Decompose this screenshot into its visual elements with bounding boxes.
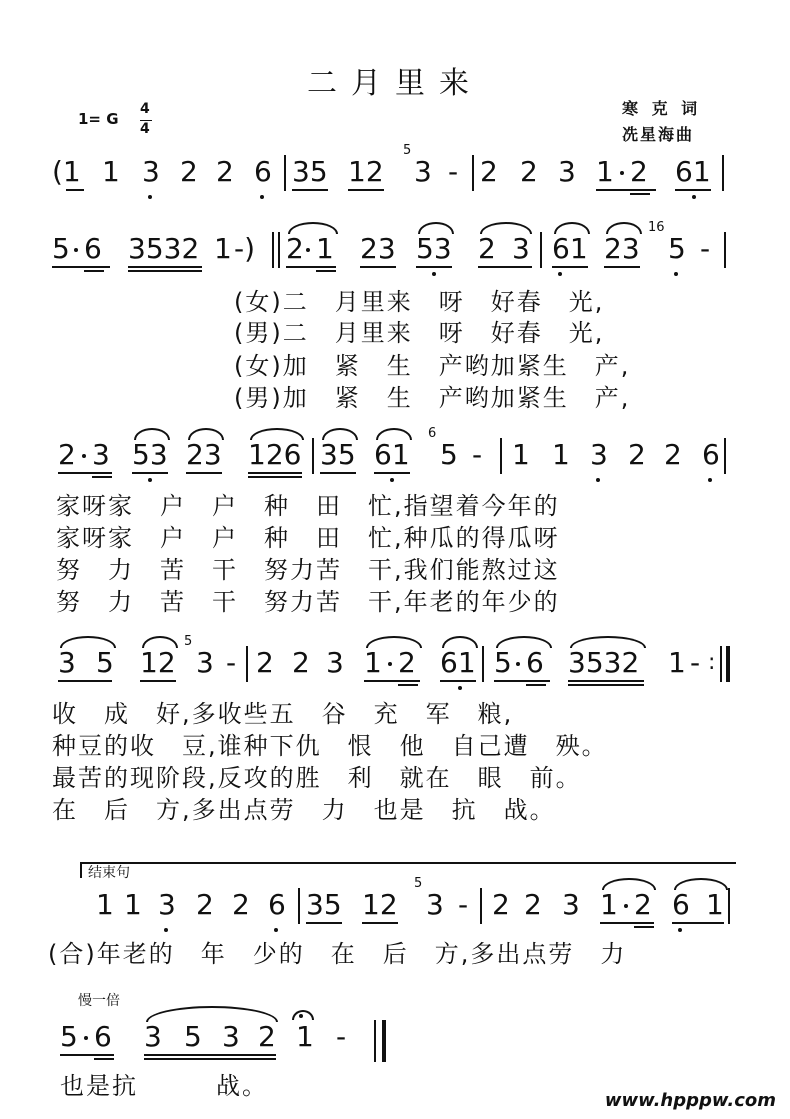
notation-line-5: 1 1 3 2 2 6 35 12 5 3 - 2 2 3 1 2 6 1 (0, 888, 790, 932)
notation-line-3: 2 3 53 23 126 35 61 6 5 - 1 1 3 2 2 6 (0, 438, 790, 482)
lyric-verse-a-3: (女)加 紧 生 产哟加紧生 产, (234, 352, 631, 380)
lyricist-credit: 寒 克 词 (622, 99, 702, 118)
notation-line-1: (1 1 3 2 2 6 35 12 5 3 - 2 2 3 1 2 61 (0, 155, 790, 199)
lyric-verse-c-2: 种豆的收 豆,谁种下仇 恨 他 自己遭 殃。 (52, 732, 608, 760)
notation-line-4: 3 5 12 5 3 - 2 2 3 1 2 61 5 6 3532 1 - : (0, 646, 790, 690)
song-title: 二月里来 (307, 66, 483, 101)
lyric-verse-a-2: (男)二 月里来 呀 好春 光, (234, 319, 605, 347)
key-signature: 1= G (78, 110, 119, 128)
time-signature-bottom: 4 (140, 121, 150, 137)
site-watermark: www.hpppw.com (604, 1090, 776, 1111)
lyric-verse-a-1: (女)二 月里来 呀 好春 光, (234, 288, 605, 316)
time-signature-top: 4 (140, 101, 150, 117)
lyric-verse-b-4: 努 力 苦 干 努力苦 干,年老的年少的 (56, 588, 560, 616)
tempo-marking: 慢一倍 (78, 993, 120, 1009)
lyric-verse-c-4: 在 后 方,多出点劳 力 也是 抗 战。 (52, 796, 556, 824)
lyric-final: 也是抗 战。 (60, 1072, 268, 1100)
notation-line-2: 5 6 3532 1 -) 2 1 23 53 2 3 61 23 16 5 - (0, 232, 790, 276)
lyric-ending: (合)年老的 年 少的 在 后 方,多出点劳 力 (48, 940, 627, 968)
lyric-verse-c-1: 收 成 好,多收些五 谷 充 军 粮, (52, 700, 514, 728)
notation-line-6: 5 6 3 5 3 2 1 - (0, 1020, 790, 1064)
lyric-verse-a-4: (男)加 紧 生 产哟加紧生 产, (234, 384, 631, 412)
lyric-verse-c-3: 最苦的现阶段,反攻的胜 利 就在 眼 前。 (52, 764, 582, 792)
ending-label: 结束句 (88, 865, 130, 881)
lyric-verse-b-3: 努 力 苦 干 努力苦 干,我们能熬过这 (56, 556, 560, 584)
lyric-verse-b-2: 家呀家 户 户 种 田 忙,种瓜的得瓜呀 (56, 524, 560, 552)
lyric-verse-b-1: 家呀家 户 户 种 田 忙,指望着今年的 (56, 492, 560, 520)
composer-credit: 冼星海曲 (622, 125, 695, 144)
ending-bracket (80, 862, 736, 878)
